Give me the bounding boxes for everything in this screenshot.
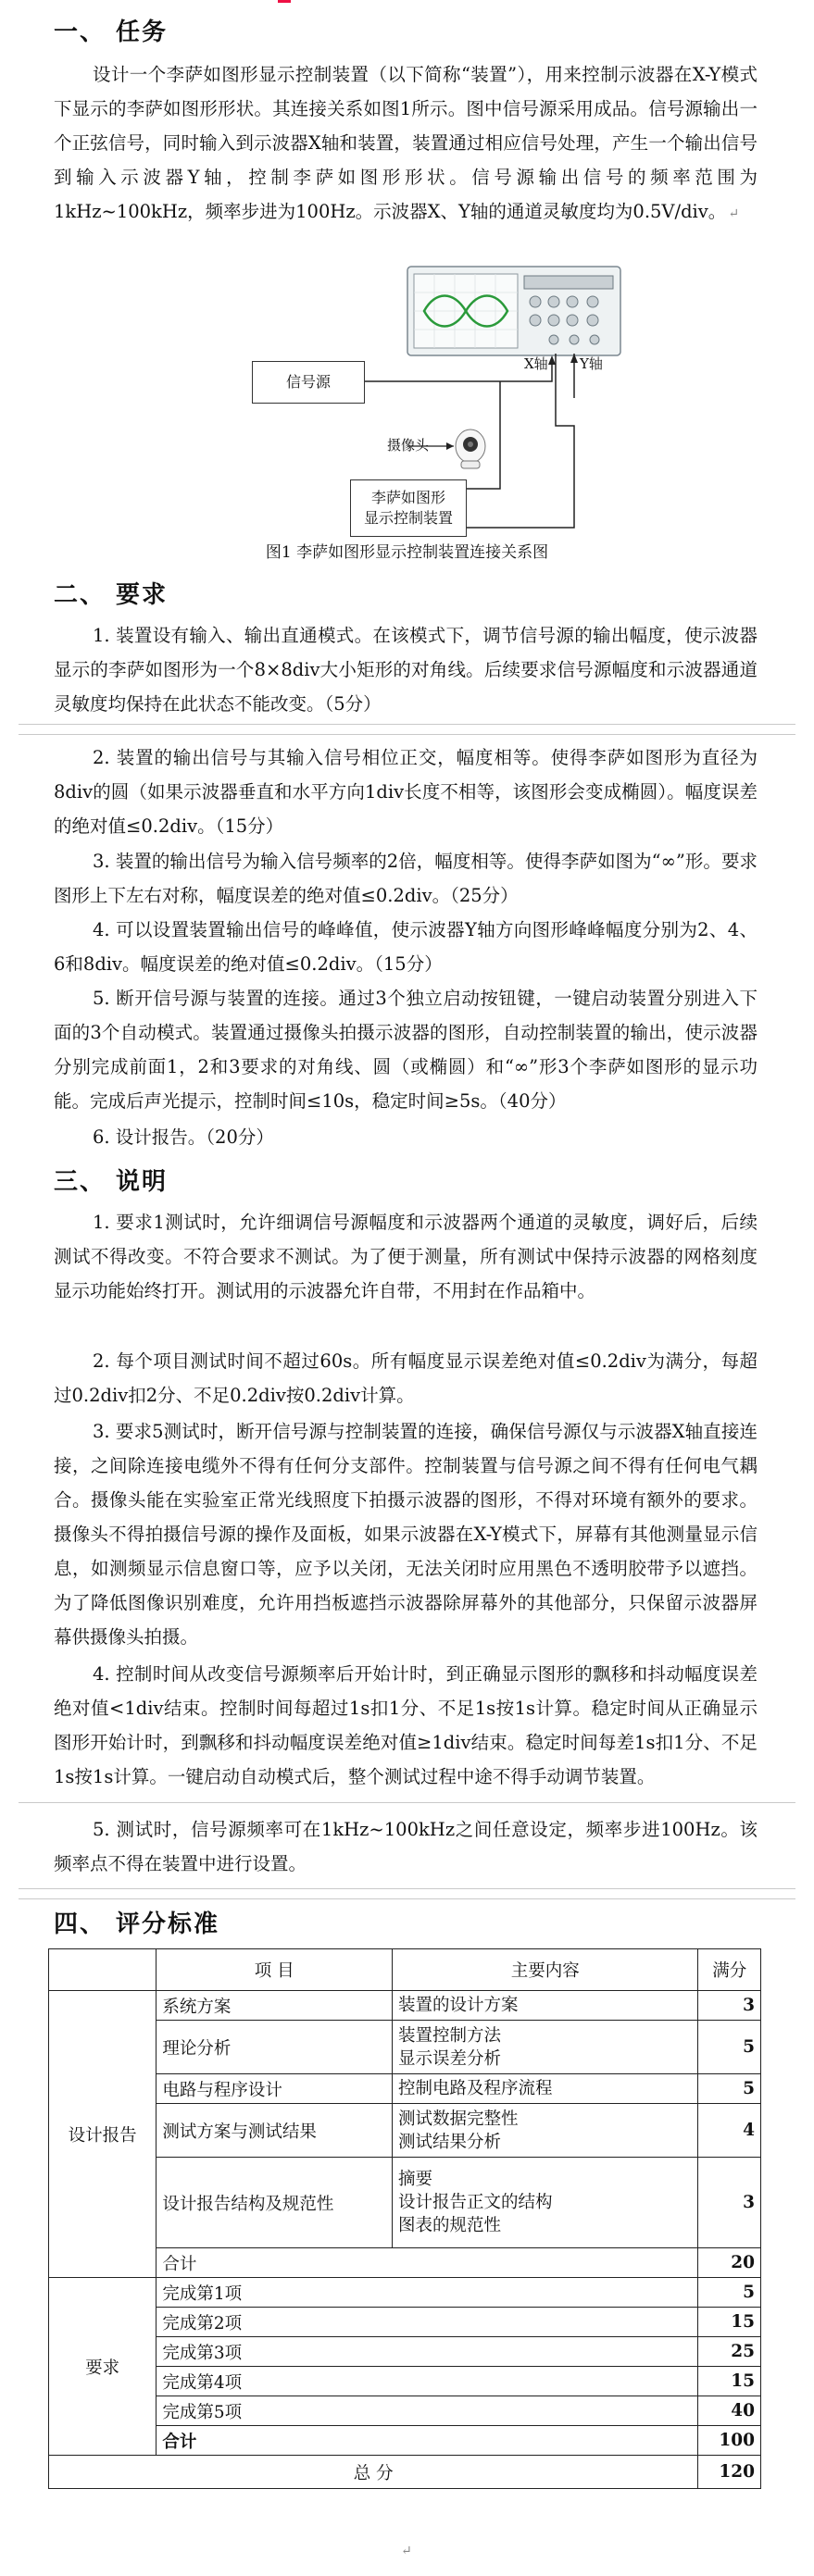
row-score: 25 <box>698 2337 761 2367</box>
subtotal-label: 合计 <box>157 2248 698 2278</box>
subtotal-score: 20 <box>698 2248 761 2278</box>
row-item: 完成第3项 <box>157 2337 698 2367</box>
section-heading-notes: 三、 说明 <box>54 1168 169 1196</box>
row-score: 3 <box>698 1991 761 2021</box>
note-1: 1. 要求1测试时，允许细调信号源幅度和示波器两个通道的灵敏度，调好后，后续测试不得改变。不符合要求不测试。为了便于测量，所有测试中保持示波器的网格刻度显示功能始终打开。测试用的示波器允许自带，不用封在作品箱中。 <box>54 1212 758 1301</box>
row-item: 设计报告结构及规范性 <box>157 2158 393 2248</box>
row-item: 完成第4项 <box>157 2367 698 2396</box>
x-axis-label: X轴 <box>524 355 548 372</box>
row-content: 装置的设计方案 <box>392 1991 697 2021</box>
requirement-6: 6. 设计报告。（20分） <box>93 1126 274 1148</box>
row-item: 完成第2项 <box>157 2308 698 2337</box>
row-score: 5 <box>698 2074 761 2104</box>
table-row <box>49 2278 761 2308</box>
row-score: 40 <box>698 2396 761 2426</box>
section-heading-scoring: 四、 评分标准 <box>54 1910 220 1938</box>
requirement-5: 5. 断开信号源与装置的连接。通过3个独立启动按钮键，一键启动装置分别进入下面的3个自动模式。装置通过摄像头拍摄示波器的图形，自动控制装置的输出，使示波器分别完成前面1，2和3要求的对角线、圆（或椭圆）和“∞”形3个李萨如图形的显示功能。完成后声光提示，控制时间≤10s，稳定时间≥5s。（40分） <box>54 988 758 1112</box>
red-edit-mark <box>278 0 291 3</box>
row-score: 4 <box>698 2104 761 2158</box>
requirements-group-label: 要求 <box>49 2278 157 2456</box>
row-score: 15 <box>698 2308 761 2337</box>
row-item: 系统方案 <box>157 1991 393 2021</box>
table-header-blank <box>49 1949 157 1991</box>
subtotal-label: 合计 <box>157 2426 698 2456</box>
requirement-1: 1. 装置设有输入、输出直通模式。在该模式下，调节信号源的输出幅度，使示波器显示的李萨如图形为一个8×8div大小矩形的对角线。后续要求信号源幅度和示波器通道灵敏度均保持在此状态不能改变。（5分） <box>54 625 758 715</box>
requirement-2: 2. 装置的输出信号与其输入信号相位正交，幅度相等。使得李萨如图形为直径为8div的圆（如果示波器垂直和水平方向1div长度不相等，该图形会变成椭圆）。幅度误差的绝对值≤0.2div。（15分） <box>54 747 758 837</box>
figure-caption: 图1 李萨如图形显示控制装置连接关系图 <box>265 543 549 562</box>
row-item: 测试方案与测试结果 <box>157 2104 393 2158</box>
note-2: 2. 每个项目测试时间不超过60s。所有幅度显示误差绝对值≤0.2div为满分，每超过0.2div扣2分、不足0.2div按0.2div计算。 <box>54 1350 758 1406</box>
row-item: 理论分析 <box>157 2021 393 2074</box>
table-row <box>49 1991 761 2021</box>
table-header-content: 主要内容 <box>392 1949 697 1991</box>
table-header-score: 满分 <box>698 1949 761 1991</box>
connection-diagram <box>0 250 814 537</box>
row-score: 5 <box>698 2021 761 2074</box>
page-break <box>19 1888 795 1899</box>
note-3: 3. 要求5测试时，断开信号源与控制装置的连接，确保信号源仅与示波器X轴直接连接，之间除连接电缆外不得有任何分支部件。控制装置与信号源之间不得有任何电气耦合。摄像头能在实验室正常光线照度下拍摄示波器的图形，不得对环境有额外的要求。摄像头不得拍摄信号源的操作及面板，如果示波器在X-Y模式下，屏幕有其他测量显示信息，如测频显示信息窗口等，应予以关闭，无法关闭时应用黑色不透明胶带予以遮挡。为了降低图像识别难度，允许用挡板遮挡示波器除屏幕外的其他部分，只保留示波器屏幕供摄像头拍摄。 <box>54 1421 758 1648</box>
requirement-4: 4. 可以设置装置输出信号的峰峰值，使示波器Y轴方向图形峰峰幅度分别为2、4、6和8div。幅度误差的绝对值≤0.2div。（15分） <box>54 919 758 975</box>
paragraph-mark-icon: ↵ <box>728 206 740 221</box>
y-axis-label: Y轴 <box>580 355 603 372</box>
row-item: 完成第5项 <box>157 2396 698 2426</box>
row-content: 测试数据完整性 测试结果分析 <box>392 2104 697 2158</box>
scoring-table <box>48 1948 761 2489</box>
row-item: 电路与程序设计 <box>157 2074 393 2104</box>
row-item: 完成第1项 <box>157 2278 698 2308</box>
camera-icon <box>456 429 485 468</box>
row-content: 摘要 设计报告正文的结构 图表的规范性 <box>392 2158 697 2248</box>
note-5: 5. 测试时，信号源频率可在1kHz~100kHz之间任意设定，频率步进100Hz。该频率点不得在装置中进行设置。 <box>54 1819 758 1874</box>
table-header-item: 项 目 <box>157 1949 393 1991</box>
subtotal-score: 100 <box>698 2426 761 2456</box>
row-content: 控制电路及程序流程 <box>392 2074 697 2104</box>
table-row-total <box>49 2456 761 2489</box>
row-content: 装置控制方法 显示误差分析 <box>392 2021 697 2074</box>
task-paragraph <box>54 57 758 231</box>
paragraph-mark-icon: ↵ <box>401 2544 412 2558</box>
signal-source-box: 信号源 <box>252 361 365 404</box>
task-text: 设计一个李萨如图形显示控制装置（以下简称“装置”），用来控制示波器在X-Y模式下显示的李萨如图形形状。其连接关系如图1所示。图中信号源采用成品。信号源输出一个正弦信号，同时输入到示波器X轴和装置，装置通过相应信号处理，产生一个输出信号到输入示波器Y轴，控制李萨如图形形状。信号源输出信号的频率范围为1kHz~100kHz，频率步进为100Hz。示波器X、Y轴的通道灵敏度均为0.5V/div。 <box>54 64 758 222</box>
row-score: 3 <box>698 2158 761 2248</box>
section-heading-task: 一、 任务 <box>54 19 169 46</box>
note-4: 4. 控制时间从改变信号源频率后开始计时，到正确显示图形的飘移和抖动幅度误差绝对值<1div结束。控制时间每超过1s扣1分、不足1s按1s计算。稳定时间从正确显示图形开始计时，到飘移和抖动幅度误差绝对值≥1div结束。稳定时间每差1s扣1分、不足1s按1s计算。一键启动自动模式后，整个测试过程中途不得手动调节装置。 <box>54 1663 758 1787</box>
row-score: 15 <box>698 2367 761 2396</box>
row-score: 5 <box>698 2278 761 2308</box>
section-heading-requirements: 二、 要求 <box>54 581 169 609</box>
requirement-3: 3. 装置的输出信号为输入信号频率的2倍，幅度相等。使得李萨如图为“∞”形。要求图形上下左右对称，幅度误差的绝对值≤0.2div。（25分） <box>54 851 758 906</box>
report-group-label: 设计报告 <box>49 1991 157 2278</box>
page-break <box>19 724 795 735</box>
grand-total-label: 总 分 <box>49 2456 698 2489</box>
control-device-box: 李萨如图形 显示控制装置 <box>350 479 467 537</box>
grand-total-score: 120 <box>698 2456 761 2489</box>
page-break <box>19 1802 795 1803</box>
camera-label: 摄像头 <box>387 437 430 454</box>
table-header-row <box>49 1949 761 1991</box>
